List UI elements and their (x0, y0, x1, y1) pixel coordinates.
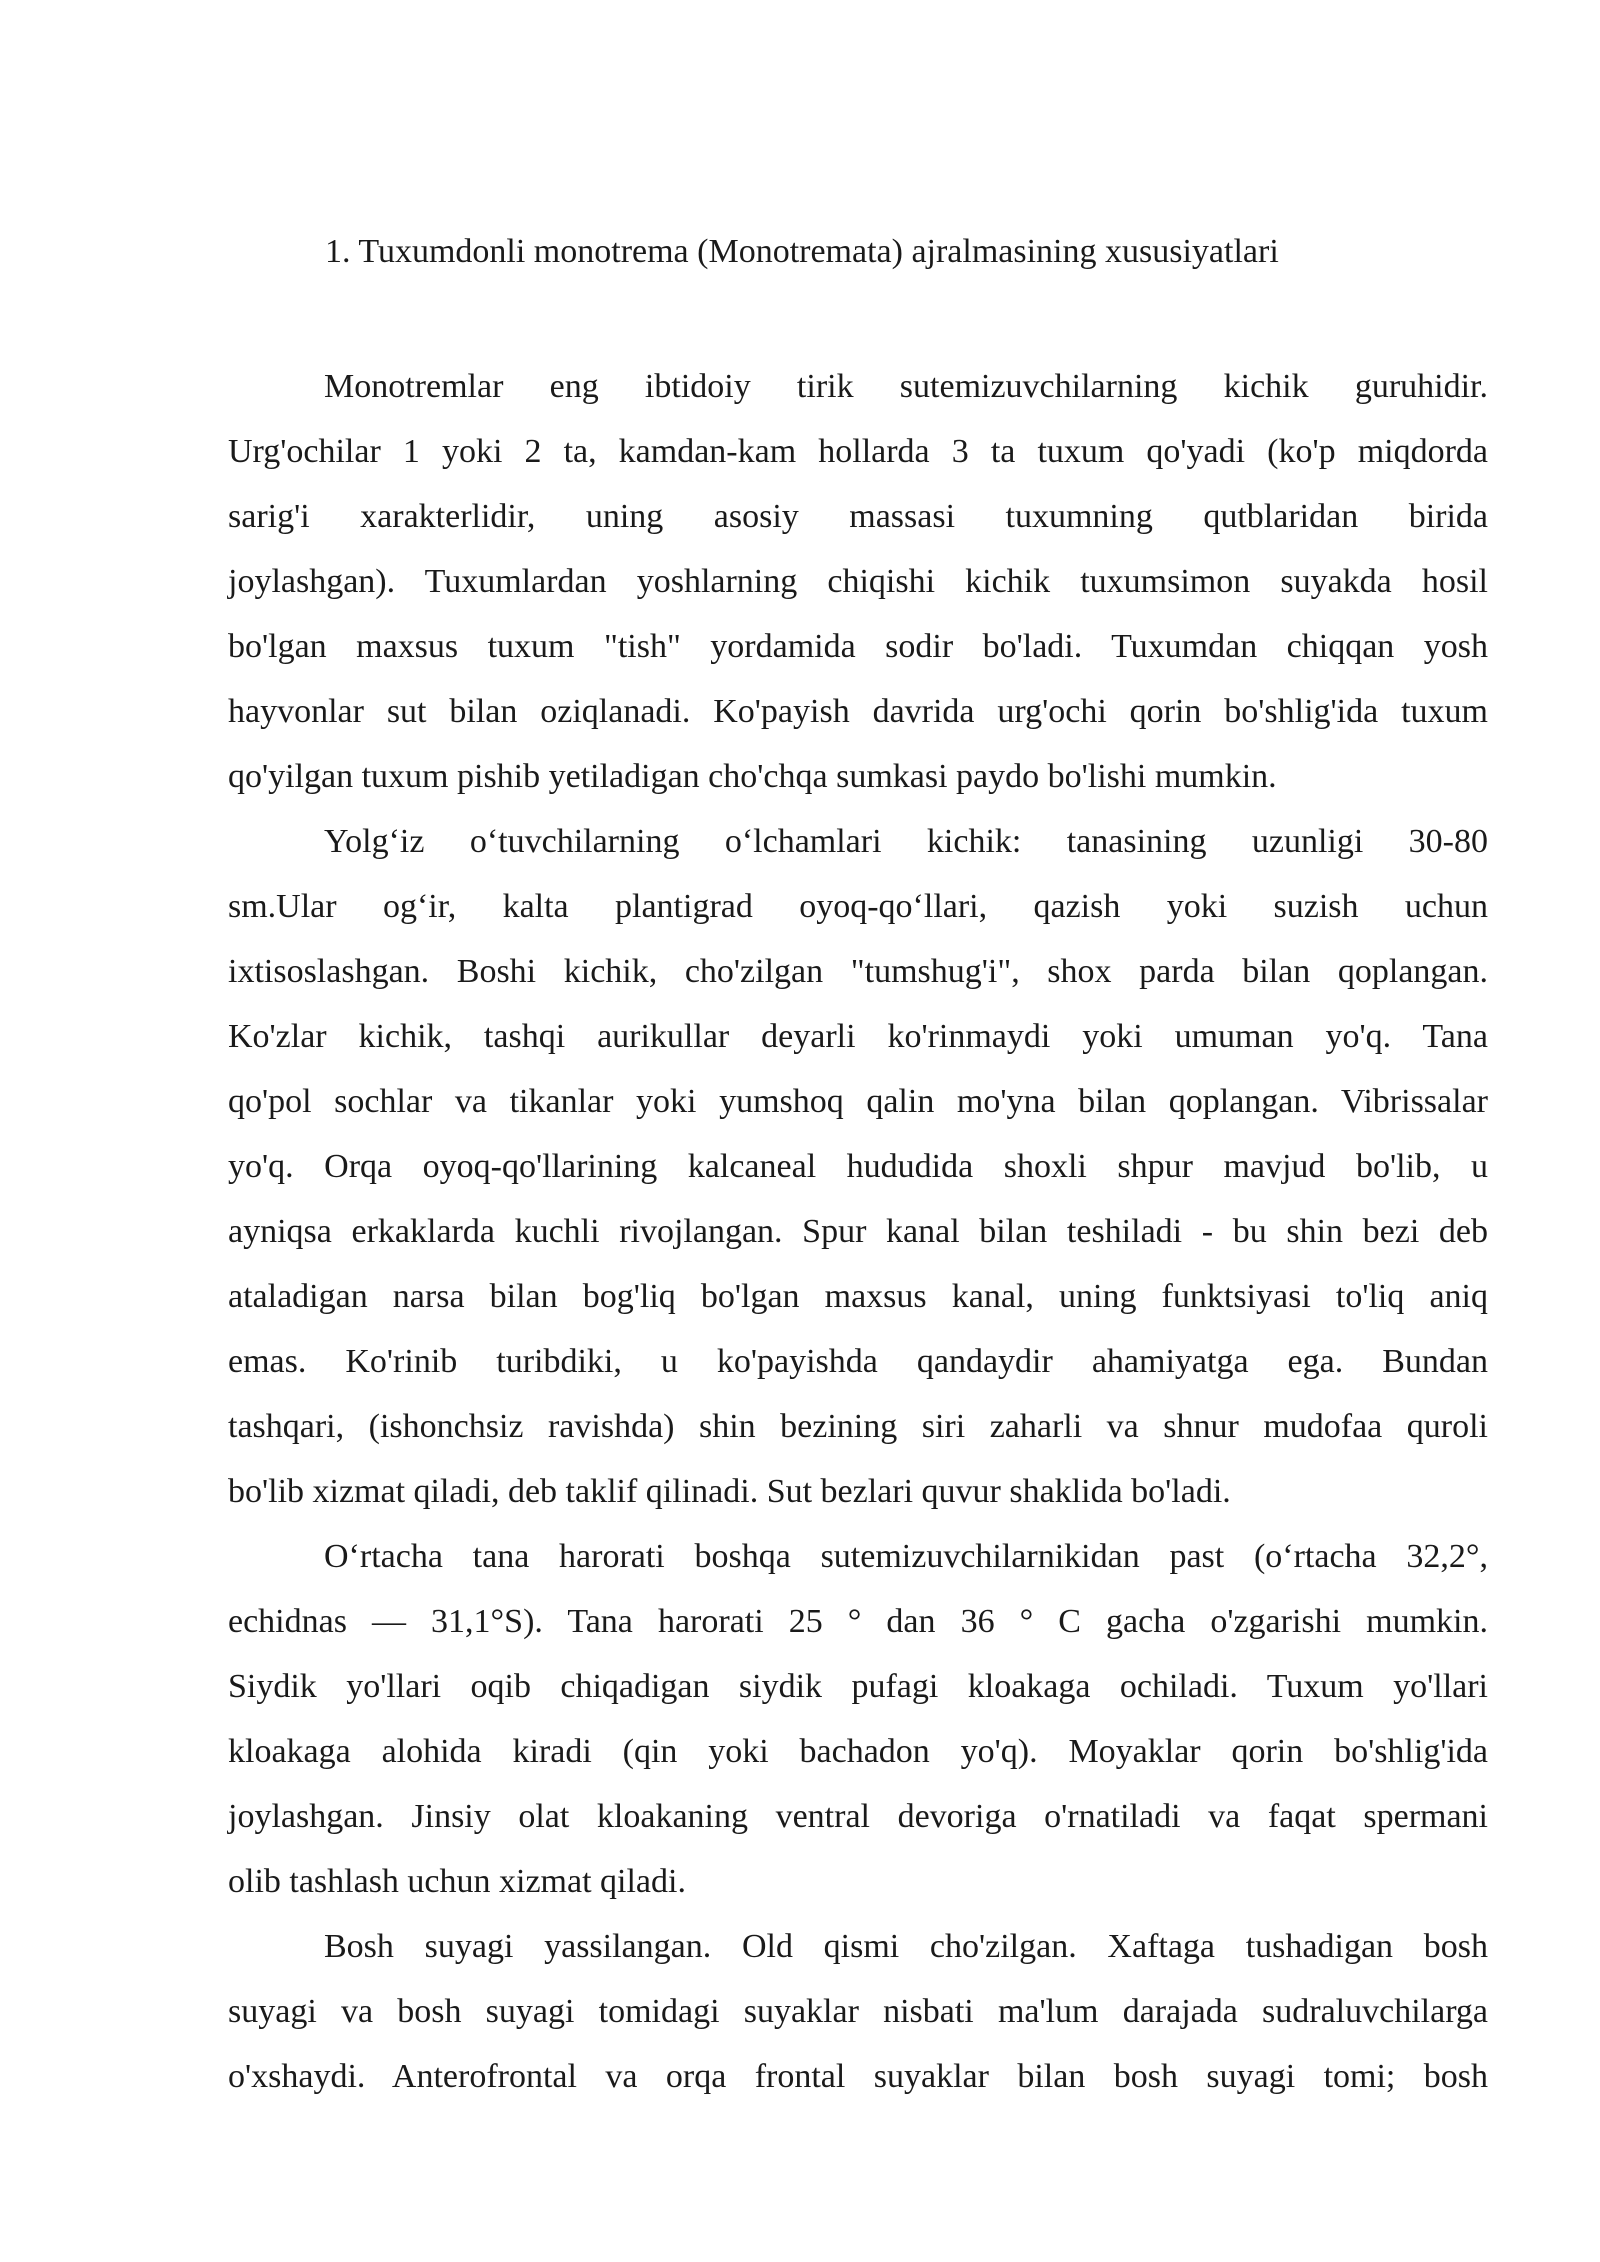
text-line: O‘rtacha tana harorati boshqa sutemizuvchilarnikidan past (o‘rtacha 32,2°, (324, 1538, 1488, 1575)
section-heading: 1. Tuxumdonli monotrema (Monotremata) ajralmasining xususiyatlari (325, 233, 1279, 270)
text-line: joylashgan. Jinsiy olat kloakaning ventral devoriga o'rnatiladi va faqat spermani (228, 1798, 1488, 1835)
paragraph (228, 809, 1488, 1524)
text-line: yo'q. Orqa oyoq-qo'llarining kalcaneal hududida shoxli shpur mavjud bo'lib, u (228, 1148, 1488, 1185)
text-line: olib tashlash uchun xizmat qiladi. (228, 1863, 686, 1900)
paragraph (228, 1914, 1488, 2109)
text-line: ixtisoslashgan. Boshi kichik, cho'zilgan "tumshug'i", shox parda bilan qoplangan. (228, 953, 1488, 990)
text-line: Monotremlar eng ibtidoiy tirik sutemizuvchilarning kichik guruhidir. (324, 368, 1488, 405)
paragraph (228, 354, 1488, 809)
text-line: ataladigan narsa bilan bog'liq bo'lgan maxsus kanal, uning funktsiyasi to'liq aniq (228, 1278, 1488, 1315)
text-line: sarig'i xarakterlidir, uning asosiy massasi tuxumning qutblaridan birida (228, 498, 1488, 535)
text-line: hayvonlar sut bilan oziqlanadi. Ko'payish davrida urg'ochi qorin bo'shlig'ida tuxum (228, 693, 1488, 730)
text-line: Ko'zlar kichik, tashqi aurikullar deyarli ko'rinmaydi yoki umuman yo'q. Tana (228, 1018, 1488, 1055)
text-line: qo'yilgan tuxum pishib yetiladigan cho'chqa sumkasi paydo bo'lishi mumkin. (228, 758, 1277, 795)
text-line: Urg'ochilar 1 yoki 2 ta, kamdan-kam hollarda 3 ta tuxum qo'yadi (ko'p miqdorda (228, 433, 1488, 470)
text-line: bo'lib xizmat qiladi, deb taklif qilinadi. Sut bezlari quvur shaklida bo'ladi. (228, 1473, 1231, 1510)
body-text (228, 354, 1488, 2109)
text-line: ayniqsa erkaklarda kuchli rivojlangan. Spur kanal bilan teshiladi - bu shin bezi deb (228, 1213, 1488, 1250)
text-line: suyagi va bosh suyagi tomidagi suyaklar nisbati ma'lum darajada sudraluvchilarga (228, 1993, 1488, 2030)
text-line: bo'lgan maxsus tuxum "tish" yordamida sodir bo'ladi. Tuxumdan chiqqan yosh (228, 628, 1488, 665)
text-line: Bosh suyagi yassilangan. Old qismi cho'zilgan. Xaftaga tushadigan bosh (324, 1928, 1488, 1965)
text-line: emas. Ko'rinib turibdiki, u ko'payishda qandaydir ahamiyatga ega. Bundan (228, 1343, 1488, 1380)
text-line: tashqari, (ishonchsiz ravishda) shin bezining siri zaharli va shnur mudofaa quroli (228, 1408, 1488, 1445)
text-line: echidnas — 31,1°S). Tana harorati 25 ° dan 36 ° C gacha o'zgarishi mumkin. (228, 1603, 1488, 1640)
text-line: kloakaga alohida kiradi (qin yoki bachadon yo'q). Moyaklar qorin bo'shlig'ida (228, 1733, 1488, 1770)
text-line: o'xshaydi. Anterofrontal va orqa frontal suyaklar bilan bosh suyagi tomi; bosh (228, 2058, 1488, 2095)
text-line: joylashgan). Tuxumlardan yoshlarning chiqishi kichik tuxumsimon suyakda hosil (228, 563, 1488, 600)
text-line: qo'pol sochlar va tikanlar yoki yumshoq qalin mo'yna bilan qoplangan. Vibrissalar (228, 1083, 1488, 1120)
text-line: sm.Ular og‘ir, kalta plantigrad oyoq-qo‘llari, qazish yoki suzish uchun (228, 888, 1488, 925)
text-line: Siydik yo'llari oqib chiqadigan siydik pufagi kloakaga ochiladi. Tuxum yo'llari (228, 1668, 1488, 1705)
paragraph (228, 1524, 1488, 1914)
text-line: Yolg‘iz o‘tuvchilarning o‘lchamlari kichik: tanasining uzunligi 30-80 (324, 823, 1488, 860)
